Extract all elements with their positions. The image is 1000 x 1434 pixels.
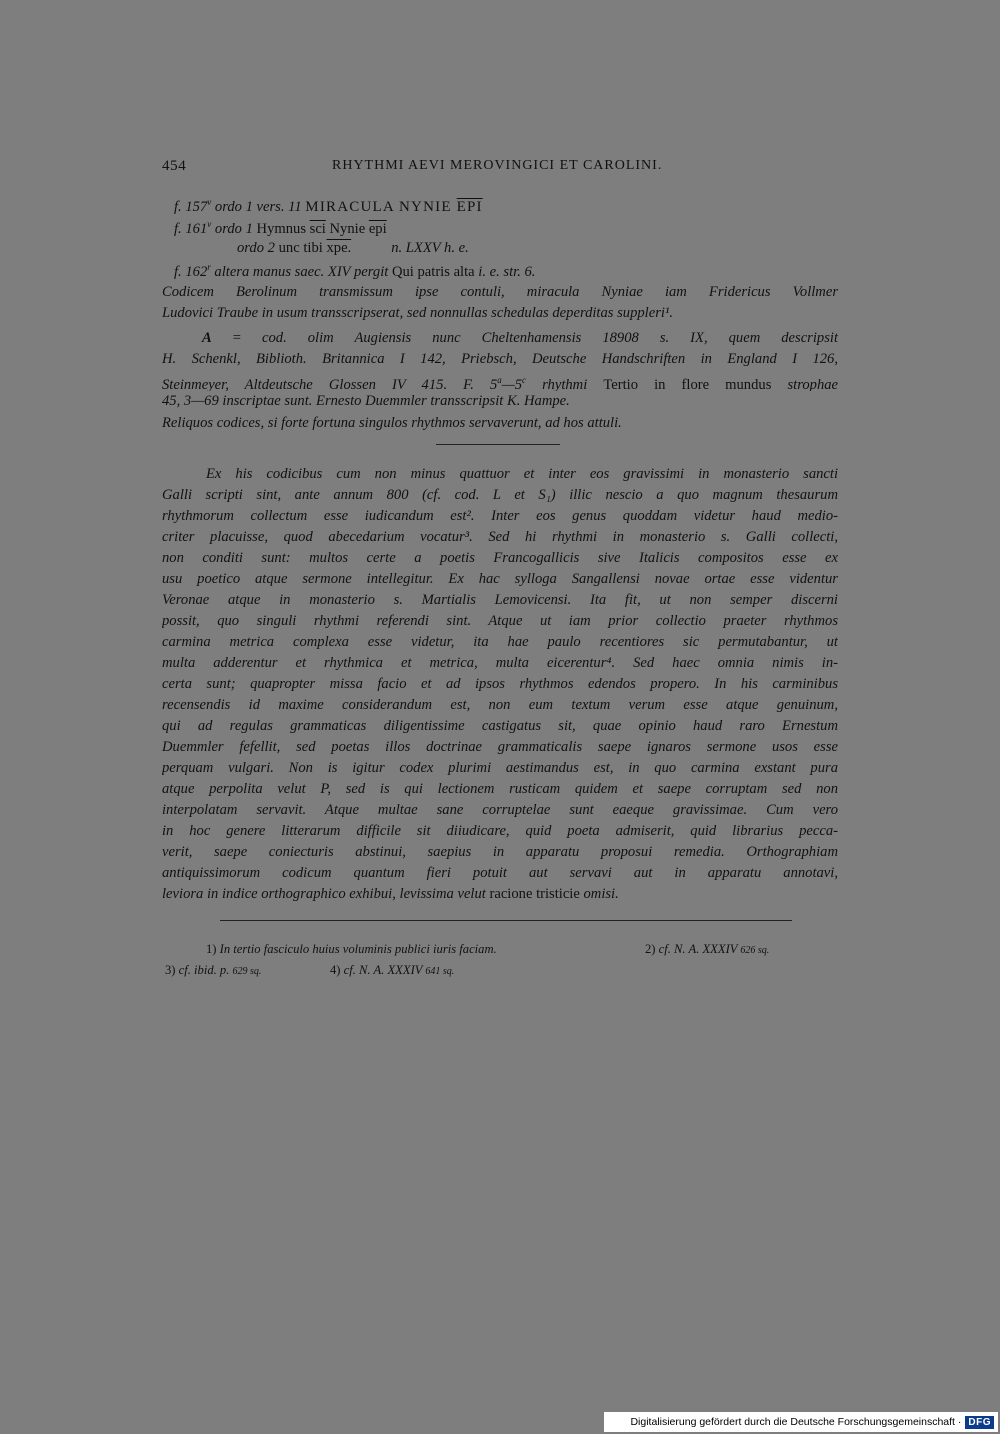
reliquos-codices-paragraph: Reliquos codices, si forte fortuna singulos rhythmos servaverunt, ad hos attuli. xyxy=(162,415,622,431)
body-line-last: leviora in indice orthographico exhibui, levissima velut racione tristicie omisi. xyxy=(162,886,619,902)
body-line: criter placuisse, quod abecedarium vocatur³. Sed hi rhythmi in monasterio s. Galli collecti, xyxy=(162,529,838,545)
body-line: perquam vulgari. Non is igitur codex plurimi aestimandus est, in quo carmina exstant pura xyxy=(162,760,838,776)
body-line: non conditi sunt: multos certe a poetis Francogallicis sive Italicis compositos esse ex xyxy=(162,550,838,566)
footnote-1: 1) In tertio fasciculo huius voluminis publici iuris faciam. xyxy=(206,942,497,956)
body-line: interpolatam servavit. Atque multae sane corruptelae sunt eaeque gravissimae. Cum vero xyxy=(162,802,838,818)
credit-text: Digitalisierung gefördert durch die Deutsche Forschungsgemeinschaft · xyxy=(630,1416,962,1428)
running-title: RHYTHMI AEVI MEROVINGICI ET CAROLINI. xyxy=(332,158,663,173)
body-line: antiquissimorum codicum quantum fieri potuit aut servavi aut in apparatu annotavi, xyxy=(162,865,838,881)
codex-a-paragraph: A = cod. olim Augiensis nunc Cheltenhamensis 18908 s. IX, quem descripsit H. Schenkl, Biblioth. Britannica I 142, Priebsch, Deutsche Handschriften in England I 126, Steinmeyer, Altdeutsche Glossen IV 415. F. 5$^a$—5$^c$ rhythmi Tertio in flore mundus strophae 45, 3—69 inscriptae sunt. Ernesto Duemmler transscripsit K. Hampe. xyxy=(162,330,838,409)
footnote-3: 3) cf. ibid. p. 629 sq. xyxy=(165,963,262,977)
body-line: Ex his codicibus cum non minus quattuor et inter eos gravissimi in monasterio sancti xyxy=(206,466,838,482)
dfg-logo: DFG xyxy=(965,1416,994,1429)
main-body-text xyxy=(162,464,838,905)
footnote-2: 2) cf. N. A. XXXIV 626 sq. xyxy=(645,942,770,956)
footnote-4: 4) cf. N. A. XXXIV 641 sq. xyxy=(330,963,455,977)
body-line: Veronae atque in monasterio s. Martialis Lemovicensi. Ita fit, ut non semper discerni xyxy=(162,592,838,608)
body-line: recensendis id maxime considerandum est, non eum textum verum esse atque genuinum, xyxy=(162,697,838,713)
body-line: Duemmler fefellit, sed poetas illos doctrinae grammaticalis saepe ignaros sermone usos esse xyxy=(162,739,838,755)
body-line: qui ad regulas grammaticas diligentissime castigatus sit, quae opinio haud raro Ernestum xyxy=(162,718,838,734)
page-header xyxy=(162,158,836,180)
body-line: in hoc genere litterarum difficile sit diiudicare, quid poeta admiserit, quid librarius pecca- xyxy=(162,823,838,839)
section-divider xyxy=(436,444,560,445)
body-line: atque perpolita velut P, sed is qui lectionem rusticam quidem et saepe corruptam sed non xyxy=(162,781,838,797)
body-line: certa sunt; quapropter missa facio et ad ipsos rhythmos edendos propero. In his carminibus xyxy=(162,676,838,692)
page-number: 454 xyxy=(162,158,187,174)
body-line: carmina metrica complexa esse videtur, ita hae paulo recentiores sic permutabantur, ut xyxy=(162,634,838,650)
body-line: verit, saepe coniecturis abstinui, saepius in apparatu proposui remedia. Orthographiam xyxy=(162,844,838,860)
folio-line-4: f. 162$^r$ altera manus saec. XIV pergit Qui patris alta i. e. str. 6. xyxy=(174,262,536,280)
folio-line-3: ordo 2 unc tibi xpe. n. LXXV h. e. xyxy=(237,240,469,256)
body-line: possit, quo singuli rhythmi referendi sint. Atque ut iam prior collectio praeter rhythmos xyxy=(162,613,838,629)
folio-line-1: f. 157$^v$ ordo 1 vers. 11 MIRACULA NYNIE $\overline{EPI}$ xyxy=(174,197,483,215)
footnote-divider xyxy=(220,920,792,921)
folio-line-2: f. 161$^v$ ordo 1 Hymnus $\overline{sci}$ Nynie $\overline{epi}$ xyxy=(174,219,387,237)
body-line: Galli scripti sint, ante annum 800 (cf. cod. L et S₁) illic nescio a quo magnum thesaurum xyxy=(162,487,838,503)
codex-berolinum-paragraph: Codicem Berolinum transmissum ipse contuli, miracula Nyniae iam Fridericus Vollmer Ludovici Traube in usum transscripserat, sed nonnullas schedulas deperditas suppleri¹. xyxy=(162,284,838,321)
body-line: rhythmorum collectum esse iudicandum est². Inter eos genus quoddam videtur haud medio- xyxy=(162,508,838,524)
digitization-credit xyxy=(604,1412,998,1432)
body-line: multa adderentur et rhythmica et metrica, multa eicerentur⁴. Sed haec omnia nimis in- xyxy=(162,655,838,671)
body-line: usu poetico atque sermone intellegitur. Ex hac sylloga Sangallensi novae ortae esse videntur xyxy=(162,571,838,587)
